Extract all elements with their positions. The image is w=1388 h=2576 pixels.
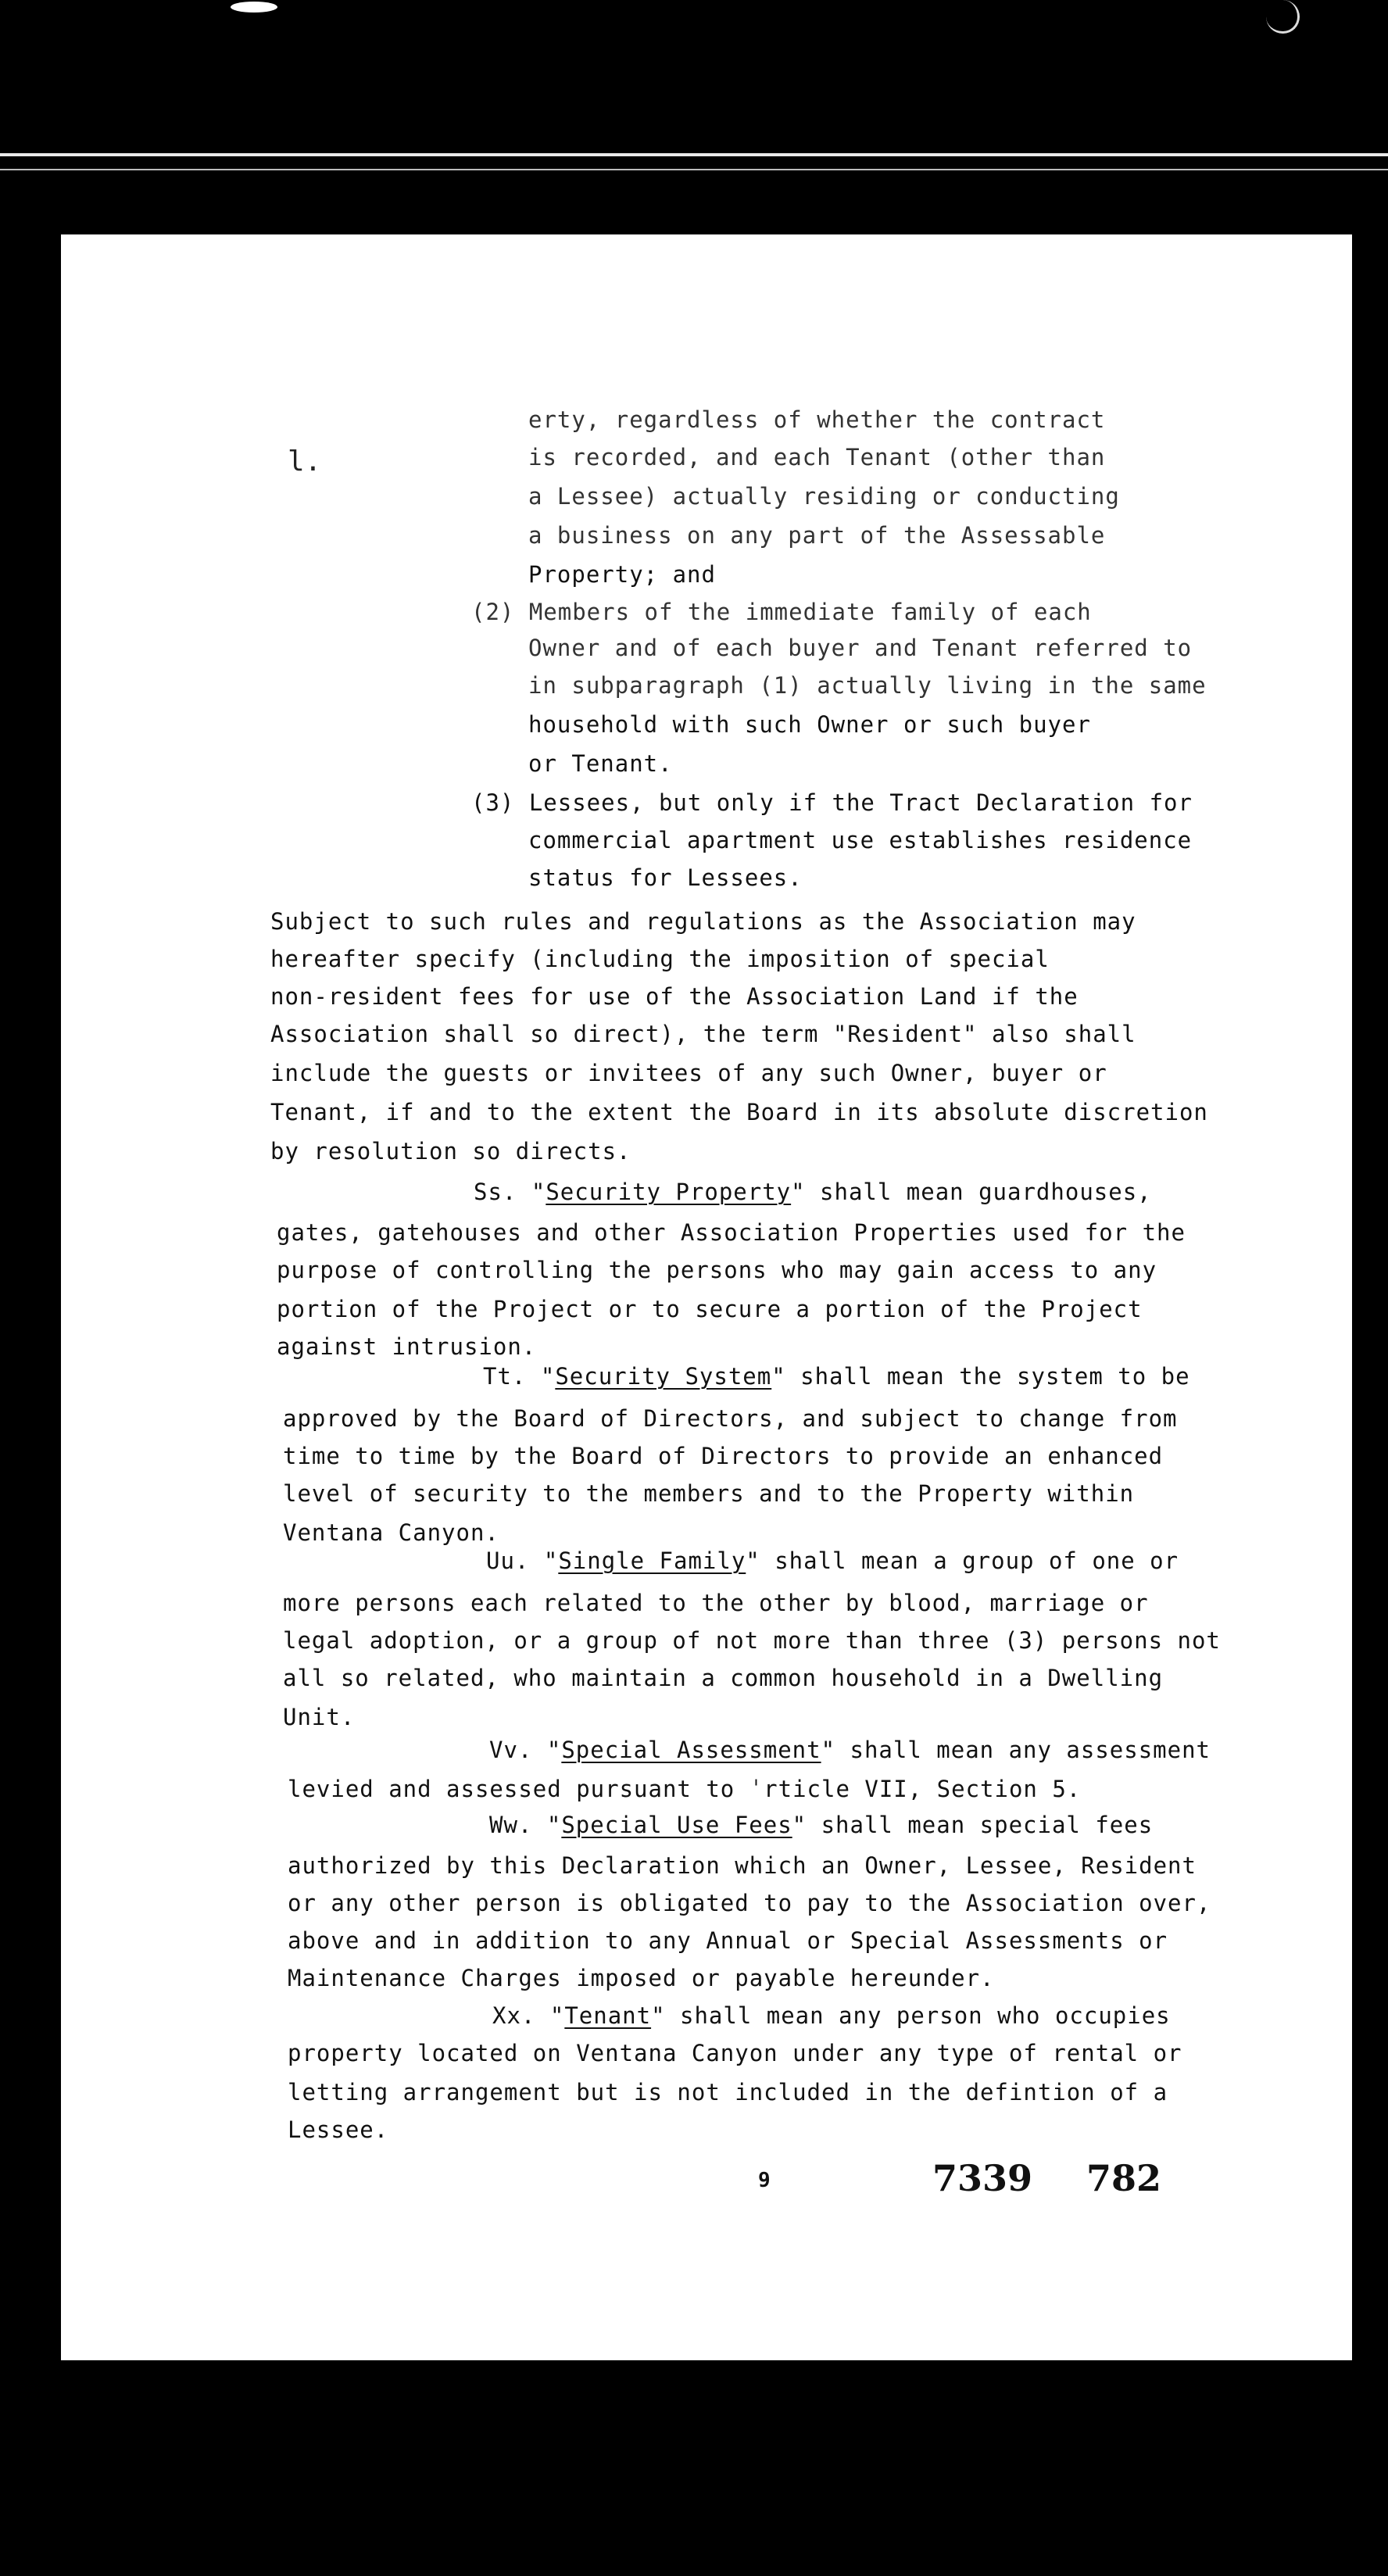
line-text: Ventana Canyon. (283, 1519, 499, 1546)
line-text: against intrusion. (277, 1333, 537, 1360)
line-text: " shall mean any person who occupies (651, 2002, 1171, 2029)
line-text: " shall mean a group of one or (746, 1547, 1179, 1574)
document-line (471, 789, 1193, 816)
line-text: (3) Lessees, but only if the Tract Declaration for (471, 789, 1193, 816)
document-line (283, 1519, 499, 1546)
line-text: property located on Ventana Canyon under any type of rental or (288, 2040, 1182, 2066)
document-line (283, 1704, 355, 1730)
line-text: Maintenance Charges imposed or payable hereunder. (288, 1965, 995, 1991)
document-line (283, 1665, 1163, 1691)
document-line (270, 1060, 1107, 1086)
document-page (61, 234, 1352, 2360)
line-text: " shall mean guardhouses, (791, 1179, 1152, 1205)
page-number: 9 (758, 2169, 771, 2192)
document-line (489, 1812, 1153, 1838)
document-line (283, 1627, 1221, 1654)
line-text: legal adoption, or a group of not more than three (3) persons not (283, 1627, 1221, 1654)
line-text: Xx. " (492, 2002, 565, 2029)
document-line (283, 1480, 1134, 1507)
line-text: letting arrangement but is not included in the defintion of a (288, 2079, 1168, 2106)
line-text: a business on any part of the Assessable (528, 522, 1106, 549)
document-line (283, 1590, 1149, 1616)
line-text: Unit. (283, 1704, 356, 1730)
document-line (528, 561, 716, 588)
document-line (288, 1890, 1211, 1916)
document-line (528, 483, 1120, 510)
line-text: by resolution so directs. (270, 1138, 631, 1165)
document-line (528, 635, 1192, 661)
line-text: include the guests or invitees of any such Owner, buyer or (270, 1060, 1107, 1086)
document-line (283, 1443, 1163, 1469)
document-line (270, 983, 1079, 1010)
document-line (270, 1138, 631, 1165)
line-text: status for Lessees. (528, 864, 803, 891)
line-text: level of security to the members and to the Property within (283, 1480, 1135, 1507)
defined-term: Single Family (558, 1547, 746, 1574)
line-text: Ss. " (474, 1179, 546, 1205)
line-text: a Lessee) actually residing or conducting (528, 483, 1120, 510)
document-line (492, 2002, 1171, 2029)
line-text: Subject to such rules and regulations as the Association may (270, 908, 1136, 935)
defined-term: Security System (555, 1363, 772, 1390)
document-line (474, 1179, 1152, 1205)
line-text: Lessee. (288, 2116, 389, 2143)
line-text: more persons each related to the other by blood, marriage or (283, 1590, 1149, 1616)
line-text: Property; and (528, 561, 716, 588)
line-text: " shall mean any assessment (821, 1737, 1211, 1763)
document-line (277, 1333, 536, 1360)
line-text: (2) Members of the immediate family of each (471, 599, 1092, 625)
scan-edge-line-lower (0, 169, 1388, 170)
line-text: hereafter specify (including the imposition of special (270, 946, 1050, 972)
document-line (270, 1099, 1208, 1125)
document-line (270, 1021, 1136, 1047)
document-line (528, 406, 1105, 433)
document-body (61, 234, 1352, 2360)
line-text: household with such Owner or such buyer (528, 711, 1091, 738)
line-text: Association shall so direct), the term "Resident" also shall (270, 1021, 1136, 1047)
document-line (528, 750, 673, 777)
document-line (486, 1547, 1179, 1574)
line-text: commercial apartment use establishes residence (528, 827, 1193, 853)
document-line (288, 1927, 1168, 1954)
line-text: " shall mean the system to be (771, 1363, 1190, 1390)
scan-speck (1266, 0, 1300, 34)
margin-mark: l. (288, 445, 322, 478)
document-line (288, 1965, 995, 1991)
line-text: is recorded, and each Tenant (other than (528, 444, 1106, 470)
document-line (528, 522, 1105, 549)
line-text: Vv. " (489, 1737, 562, 1763)
line-text: Ww. " (489, 1812, 562, 1838)
document-line (528, 827, 1192, 853)
line-text: levied and assessed pursuant to ˈrticle VII, Section 5. (288, 1776, 1082, 1802)
defined-term: Tenant (564, 2002, 652, 2029)
line-text: time to time by the Board of Directors to provide an enhanced (283, 1443, 1164, 1469)
document-line (288, 2116, 388, 2143)
document-line (528, 864, 803, 891)
document-line (277, 1257, 1157, 1283)
line-text: or any other person is obligated to pay to the Association over, (288, 1890, 1211, 1916)
line-text: Tenant, if and to the extent the Board in its absolute discretion (270, 1099, 1208, 1125)
scan-edge-line (0, 153, 1388, 156)
document-line (288, 2079, 1168, 2106)
line-text: Uu. " (486, 1547, 559, 1574)
defined-term: Security Property (546, 1179, 792, 1205)
line-text: portion of the Project or to secure a portion of the Project (277, 1296, 1143, 1322)
line-text: approved by the Board of Directors, and subject to change from (283, 1405, 1178, 1432)
recording-page-number: 782 (1086, 2157, 1162, 2199)
document-line (528, 672, 1207, 699)
scan-speck (231, 2, 277, 13)
line-text: erty, regardless of whether the contract (528, 406, 1106, 433)
line-text: all so related, who maintain a common household in a Dwelling (283, 1665, 1164, 1691)
line-text: above and in addition to any Annual or Special Assessments or (288, 1927, 1168, 1954)
line-text: non-resident fees for use of the Association Land if the (270, 983, 1079, 1010)
document-line (288, 1776, 1081, 1802)
line-text: authorized by this Declaration which an Owner, Lessee, Resident (288, 1852, 1197, 1879)
line-text: or Tenant. (528, 750, 673, 777)
document-line (471, 599, 1092, 625)
document-line (528, 711, 1091, 738)
line-text: gates, gatehouses and other Association Properties used for the (277, 1219, 1186, 1246)
defined-term: Special Assessment (561, 1737, 821, 1763)
document-line (270, 908, 1136, 935)
document-line (288, 2040, 1182, 2066)
line-text: Tt. " (483, 1363, 556, 1390)
document-line (277, 1219, 1186, 1246)
line-text: " shall mean special fees (792, 1812, 1154, 1838)
line-text: in subparagraph (1) actually living in the same (528, 672, 1207, 699)
defined-term: Special Use Fees (561, 1812, 792, 1838)
document-line (270, 946, 1050, 972)
recording-book-number: 7339 (932, 2157, 1033, 2199)
document-line (288, 1852, 1197, 1879)
document-line (528, 444, 1105, 470)
document-line (489, 1737, 1211, 1763)
line-text: purpose of controlling the persons who may gain access to any (277, 1257, 1157, 1283)
document-line (277, 1296, 1143, 1322)
line-text: Owner and of each buyer and Tenant referred to (528, 635, 1193, 661)
document-line (283, 1405, 1178, 1432)
document-line (483, 1363, 1190, 1390)
